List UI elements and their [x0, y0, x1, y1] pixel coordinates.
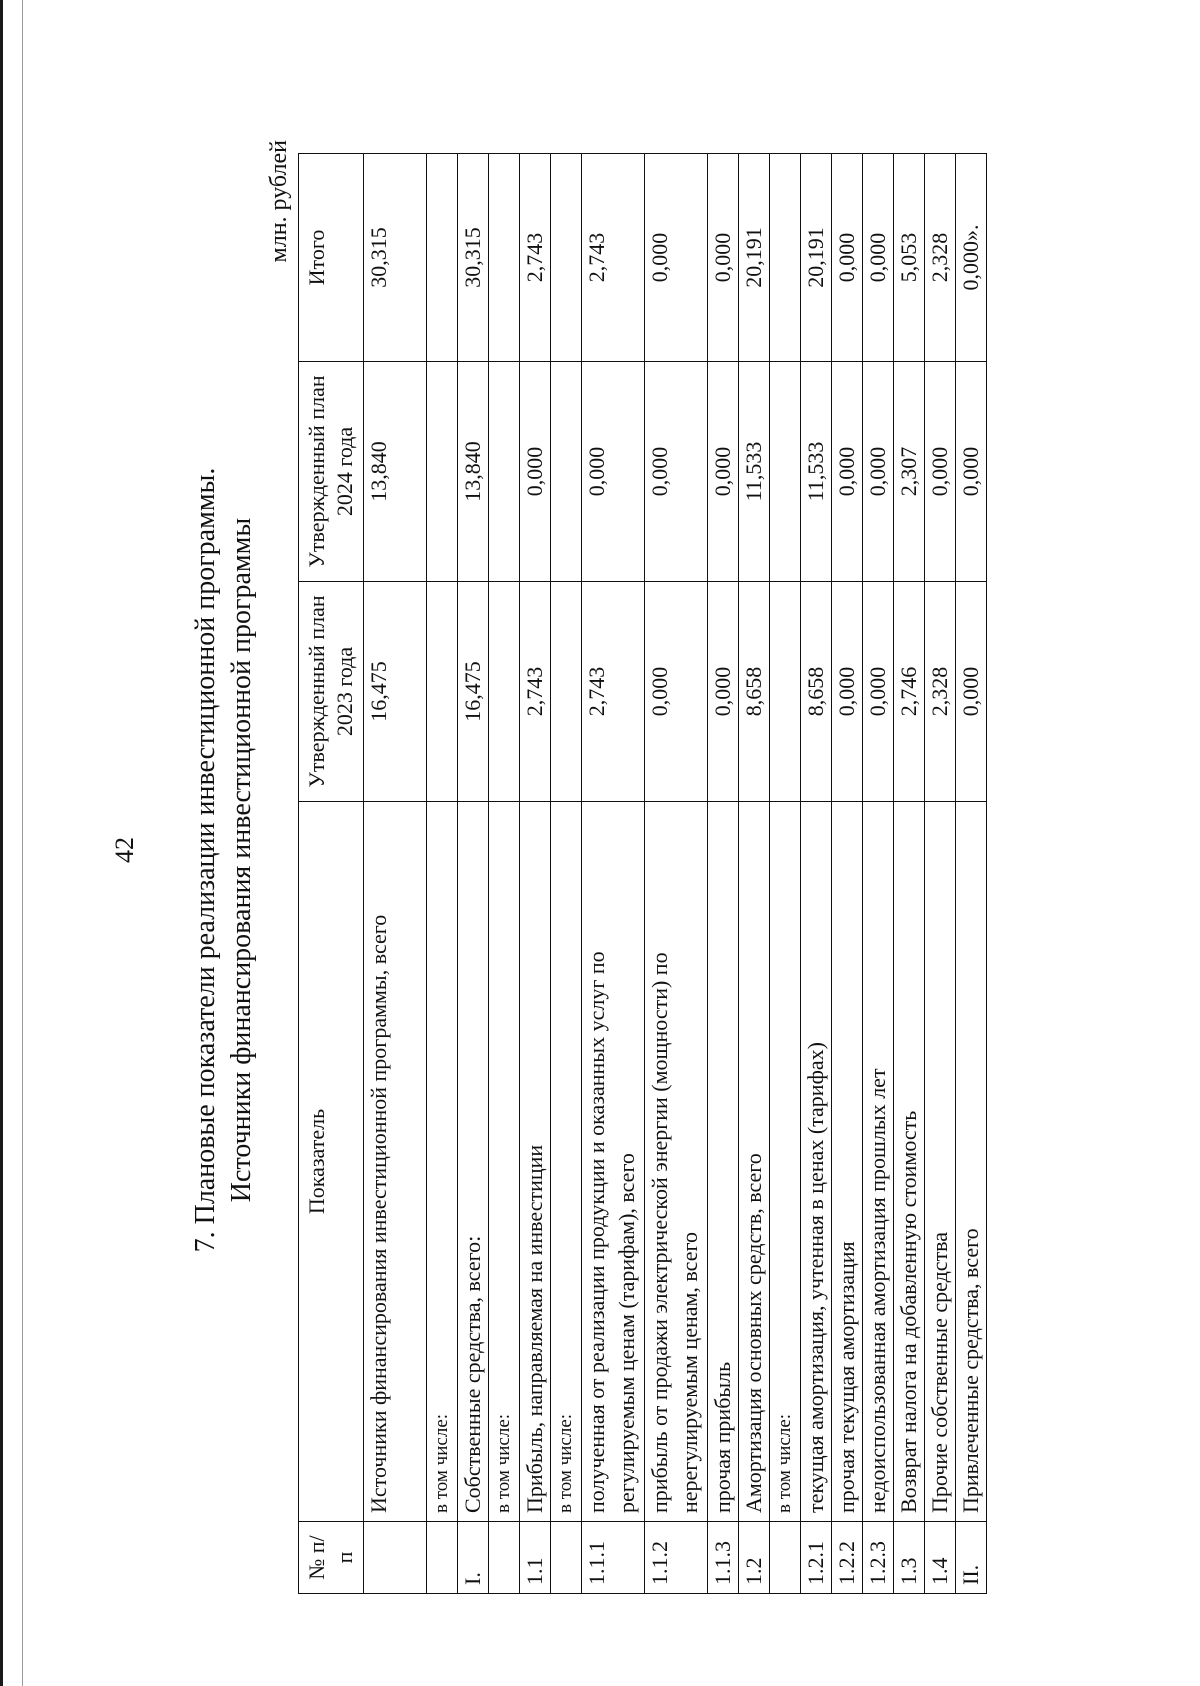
header-number: № п/п	[299, 1522, 364, 1594]
row-total	[489, 154, 520, 362]
row-plan-2024	[770, 362, 801, 582]
header-plan-2024: Утвержденный план 2024 года	[299, 362, 364, 582]
table-row	[582, 154, 645, 1594]
row-number	[770, 1522, 801, 1594]
row-plan-2024: 2,307	[894, 362, 925, 582]
scan-edge	[0, 0, 3, 1686]
table-row	[520, 154, 551, 1594]
row-total: 2,328	[925, 154, 956, 362]
section-subtitle: Источники финансирования инвестиционной программы	[226, 517, 257, 1203]
row-indicator: недоиспользованная амортизация прошлых лет	[863, 802, 894, 1522]
table-row	[489, 154, 520, 1594]
row-total: 0,000».	[956, 154, 987, 362]
row-plan-2024: 0,000	[863, 362, 894, 582]
row-indicator: в том числе:	[551, 802, 582, 1522]
row-plan-2023	[427, 582, 458, 802]
row-indicator: Прочие собственные средства	[925, 802, 956, 1522]
row-plan-2023: 0,000	[645, 582, 708, 802]
row-plan-2024: 11,533	[739, 362, 770, 582]
rotated-page	[20, 80, 1130, 1640]
row-number: 1.1.1	[582, 1522, 645, 1594]
row-plan-2023: 2,743	[520, 582, 551, 802]
table-header-row	[299, 154, 364, 1594]
row-plan-2024: 13,840	[364, 362, 427, 582]
row-total: 0,000	[645, 154, 708, 362]
row-total: 2,743	[520, 154, 551, 362]
row-total: 30,315	[364, 154, 427, 362]
table-row	[364, 154, 427, 1594]
table-row	[832, 154, 863, 1594]
row-total	[770, 154, 801, 362]
page-number: 42	[110, 837, 139, 863]
row-indicator: Собственные средства, всего:	[458, 802, 489, 1522]
row-total: 0,000	[832, 154, 863, 362]
header-indicator: Показатель	[299, 802, 364, 1522]
row-plan-2024: 0,000	[520, 362, 551, 582]
row-total	[551, 154, 582, 362]
row-indicator: прочая прибыль	[708, 802, 739, 1522]
row-indicator: текущая амортизация, учтенная в ценах (тарифах)	[801, 802, 832, 1522]
row-number: 1.1	[520, 1522, 551, 1594]
row-total: 30,315	[458, 154, 489, 362]
row-total: 0,000	[708, 154, 739, 362]
row-number	[364, 1522, 427, 1594]
row-number: I.	[458, 1522, 489, 1594]
row-total: 0,000	[863, 154, 894, 362]
row-plan-2023: 0,000	[832, 582, 863, 802]
row-plan-2024: 11,533	[801, 362, 832, 582]
row-indicator: в том числе:	[427, 802, 458, 1522]
row-total: 20,191	[739, 154, 770, 362]
row-plan-2023: 0,000	[708, 582, 739, 802]
row-indicator: в том числе:	[770, 802, 801, 1522]
row-plan-2023: 8,658	[739, 582, 770, 802]
row-number: 1.2.1	[801, 1522, 832, 1594]
row-plan-2023	[489, 582, 520, 802]
row-plan-2024	[427, 362, 458, 582]
row-indicator: полученная от реализации продукции и оказанных услуг по регулируемым ценам (тарифам), всего	[582, 802, 645, 1522]
row-number: II.	[956, 1522, 987, 1594]
row-indicator: прочая текущая амортизация	[832, 802, 863, 1522]
row-plan-2024: 13,840	[458, 362, 489, 582]
row-indicator: Амортизация основных средств, всего	[739, 802, 770, 1522]
row-plan-2023: 16,475	[458, 582, 489, 802]
table-row	[956, 154, 987, 1594]
row-plan-2023: 2,743	[582, 582, 645, 802]
row-plan-2024	[489, 362, 520, 582]
table-row	[894, 154, 925, 1594]
section-title: 7. Плановые показатели реализации инвестиционной программы.	[190, 467, 221, 1253]
row-indicator: Привлеченные средства, всего	[956, 802, 987, 1522]
header-total: Итого	[299, 154, 364, 362]
row-number: 1.2	[739, 1522, 770, 1594]
row-plan-2023: 2,328	[925, 582, 956, 802]
row-plan-2024: 0,000	[832, 362, 863, 582]
row-number	[427, 1522, 458, 1594]
financing-table	[298, 153, 987, 1594]
row-total: 20,191	[801, 154, 832, 362]
row-total	[427, 154, 458, 362]
row-plan-2023: 0,000	[956, 582, 987, 802]
row-plan-2024: 0,000	[582, 362, 645, 582]
table-row	[863, 154, 894, 1594]
table-row	[770, 154, 801, 1594]
row-number: 1.4	[925, 1522, 956, 1594]
row-indicator: Возврат налога на добавленную стоимость	[894, 802, 925, 1522]
row-indicator: прибыль от продажи электрической энергии (мощности) по нерегулируемым ценам, всего	[645, 802, 708, 1522]
row-number	[551, 1522, 582, 1594]
row-number: 1.2.2	[832, 1522, 863, 1594]
table-row	[458, 154, 489, 1594]
row-plan-2023: 8,658	[801, 582, 832, 802]
row-number: 1.1.2	[645, 1522, 708, 1594]
table-row	[801, 154, 832, 1594]
row-number	[489, 1522, 520, 1594]
row-plan-2023: 0,000	[863, 582, 894, 802]
row-total: 2,743	[582, 154, 645, 362]
table-row	[427, 154, 458, 1594]
row-plan-2023	[551, 582, 582, 802]
row-total: 5,053	[894, 154, 925, 362]
table-row	[645, 154, 708, 1594]
row-plan-2024	[551, 362, 582, 582]
row-plan-2024: 0,000	[956, 362, 987, 582]
row-plan-2024: 0,000	[645, 362, 708, 582]
row-indicator: в том числе:	[489, 802, 520, 1522]
row-indicator: Прибыль, направляемая на инвестиции	[520, 802, 551, 1522]
row-plan-2024: 0,000	[925, 362, 956, 582]
table-row	[925, 154, 956, 1594]
table-row	[708, 154, 739, 1594]
table-row	[739, 154, 770, 1594]
row-plan-2023: 2,746	[894, 582, 925, 802]
table-row	[551, 154, 582, 1594]
row-plan-2023: 16,475	[364, 582, 427, 802]
row-number: 1.2.3	[863, 1522, 894, 1594]
row-indicator: Источники финансирования инвестиционной программы, всего	[364, 802, 427, 1522]
row-plan-2024: 0,000	[708, 362, 739, 582]
header-plan-2023: Утвержденный план 2023 года	[299, 582, 364, 802]
row-number: 1.1.3	[708, 1522, 739, 1594]
unit-label: млн. рублей	[266, 140, 292, 263]
row-plan-2023	[770, 582, 801, 802]
row-number: 1.3	[894, 1522, 925, 1594]
